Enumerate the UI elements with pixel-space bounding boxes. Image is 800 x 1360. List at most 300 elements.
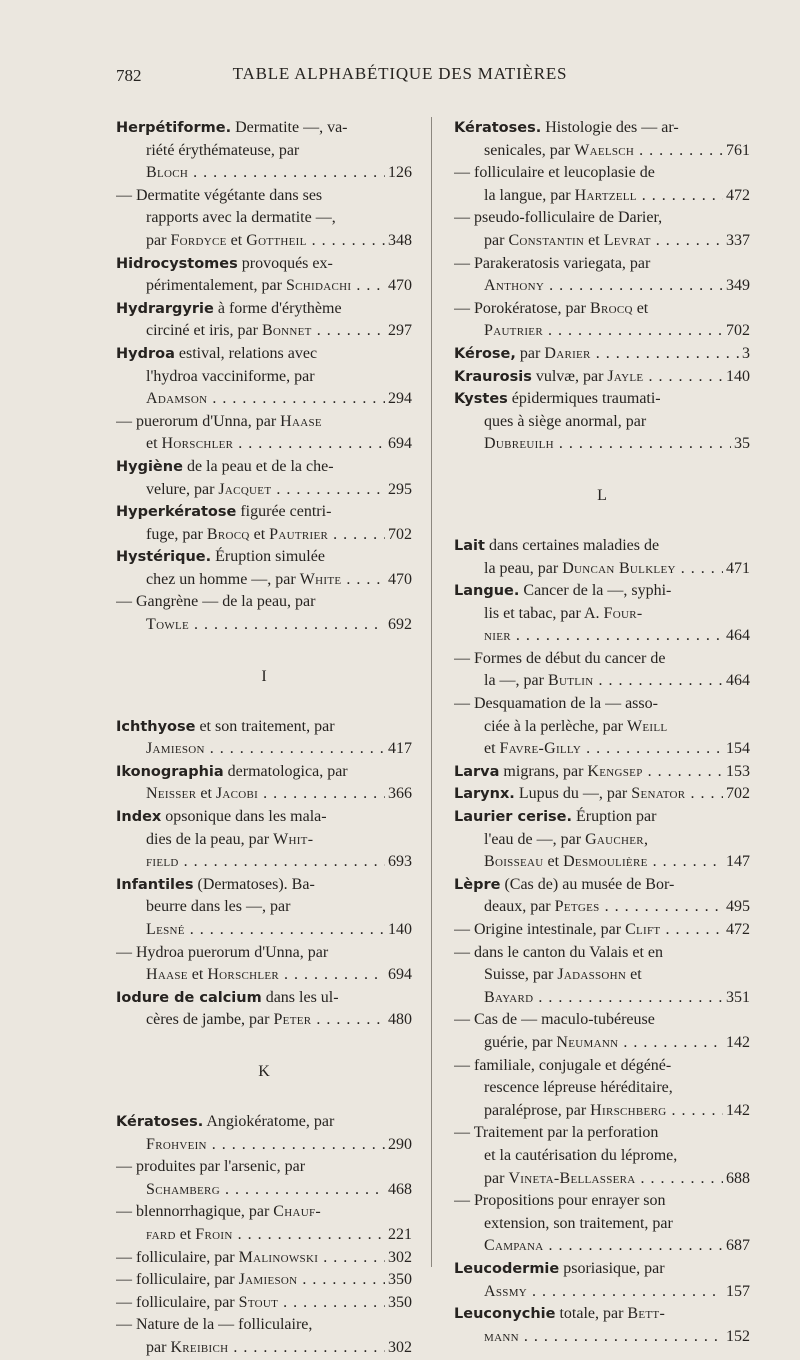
page-reference: 471 bbox=[723, 558, 750, 581]
author-name: Malinowski bbox=[238, 1248, 319, 1266]
author-name: Jamieson bbox=[238, 1271, 298, 1289]
entry-headword: Ikonographia bbox=[116, 763, 224, 780]
entry-text bbox=[454, 1305, 665, 1322]
entry-detail: chez un homme —, par bbox=[146, 570, 300, 588]
page-reference: 464 bbox=[723, 670, 750, 693]
index-entry bbox=[116, 716, 412, 761]
entry-line bbox=[454, 738, 750, 761]
entry-detail: et bbox=[626, 966, 642, 984]
entry-line bbox=[454, 388, 750, 411]
entry-headword: Langue. bbox=[454, 583, 520, 600]
entry-text bbox=[146, 209, 336, 226]
entry-text bbox=[484, 1034, 750, 1051]
author-name: Campana bbox=[484, 1237, 544, 1255]
entry-line bbox=[454, 942, 750, 965]
page-reference: 693 bbox=[385, 851, 412, 874]
entry-detail: Suisse, par bbox=[484, 966, 558, 984]
author-name: Jacquet bbox=[218, 480, 272, 498]
index-entry bbox=[454, 806, 750, 874]
page-reference: 692 bbox=[385, 614, 412, 637]
entry-text bbox=[484, 187, 750, 204]
entry-text bbox=[116, 1294, 412, 1311]
index-entry bbox=[454, 1122, 750, 1190]
entry-line bbox=[454, 964, 750, 987]
entry-line bbox=[116, 761, 412, 784]
page-reference: 302 bbox=[385, 1337, 412, 1360]
index-entry bbox=[116, 253, 412, 298]
entry-detail: à forme d'érythème bbox=[213, 299, 342, 317]
entry-detail: — Hydroa puerorum d'Unna, par bbox=[116, 943, 329, 961]
author-name: Waelsch bbox=[574, 141, 635, 159]
entry-line bbox=[454, 1168, 750, 1191]
index-entry bbox=[454, 1009, 750, 1054]
entry-detail: par bbox=[146, 231, 171, 249]
entry-detail: — familiale, conjugale et dégéné- bbox=[454, 1056, 672, 1074]
column-divider bbox=[431, 117, 432, 1267]
entry-text bbox=[146, 966, 412, 983]
author-name: Bonnet bbox=[261, 322, 312, 340]
entry-text bbox=[116, 503, 331, 520]
entry-line bbox=[454, 761, 750, 784]
page-reference: 35 bbox=[731, 433, 750, 456]
entry-detail: — folliculaire, par bbox=[116, 1248, 239, 1266]
entry-headword: Leuconychie bbox=[454, 1306, 556, 1323]
entry-text bbox=[116, 808, 327, 825]
entry-text bbox=[146, 232, 412, 249]
entry-text bbox=[484, 718, 667, 735]
entry-line bbox=[116, 919, 412, 942]
entry-text bbox=[116, 458, 334, 475]
entry-text bbox=[146, 164, 412, 181]
entry-headword: Lèpre bbox=[454, 876, 501, 893]
page-reference: 687 bbox=[723, 1235, 750, 1258]
entry-detail: — folliculaire, par bbox=[116, 1293, 239, 1311]
author-name: Neisser bbox=[146, 785, 197, 803]
index-entry bbox=[116, 591, 412, 636]
entry-text bbox=[454, 650, 665, 667]
entry-headword: Lait bbox=[454, 537, 485, 554]
page-reference: 147 bbox=[723, 851, 750, 874]
author-name: Anthony bbox=[484, 277, 545, 295]
page-reference: 350 bbox=[385, 1269, 412, 1292]
entry-text bbox=[484, 322, 750, 339]
entry-line bbox=[454, 693, 750, 716]
entry-headword: Kraurosis bbox=[454, 368, 532, 385]
page-reference: 295 bbox=[385, 479, 412, 502]
entry-detail: — Porokératose, par bbox=[454, 299, 590, 317]
author-name: field bbox=[146, 853, 179, 871]
page-reference: 472 bbox=[723, 185, 750, 208]
entry-text bbox=[116, 1158, 305, 1175]
page-reference: 349 bbox=[723, 275, 750, 298]
author-name: Pautrier bbox=[484, 322, 543, 340]
entry-detail: Histologie des — ar- bbox=[541, 119, 679, 136]
entry-detail: migrans, par bbox=[499, 762, 588, 780]
author-name: Horschler bbox=[207, 966, 280, 984]
entry-detail: deaux, par bbox=[484, 898, 555, 916]
author-name: Brocq bbox=[206, 525, 250, 543]
entry-detail: — pseudo-folliculaire de Darier, bbox=[454, 209, 663, 227]
entry-line bbox=[454, 558, 750, 581]
index-entry bbox=[454, 253, 750, 298]
entry-text bbox=[484, 1147, 677, 1164]
page-reference: 221 bbox=[385, 1224, 412, 1247]
index-entry bbox=[116, 185, 412, 253]
entry-line bbox=[454, 783, 750, 806]
entry-detail: par bbox=[484, 231, 509, 249]
entry-text bbox=[146, 921, 412, 938]
entry-text bbox=[484, 1079, 673, 1096]
page-reference: 472 bbox=[723, 919, 750, 942]
page-reference: 470 bbox=[385, 569, 412, 592]
page-reference: 480 bbox=[385, 1009, 412, 1032]
entry-headword: Ichthyose bbox=[116, 718, 196, 735]
entry-text bbox=[454, 1124, 658, 1141]
entry-detail: rapports avec la dermatite —, bbox=[146, 209, 336, 227]
entry-text bbox=[146, 481, 412, 498]
entry-line bbox=[116, 1201, 412, 1224]
entry-text bbox=[484, 413, 646, 430]
entry-line bbox=[454, 230, 750, 253]
index-entry bbox=[116, 1201, 412, 1246]
index-entry bbox=[116, 761, 412, 806]
entry-detail: et la cautérisation du léprome, bbox=[484, 1146, 678, 1164]
entry-detail: par bbox=[515, 344, 545, 362]
index-entry bbox=[454, 874, 750, 919]
entry-line bbox=[116, 298, 412, 321]
entry-text bbox=[146, 831, 313, 848]
entry-detail: — Traitement par la perforation bbox=[454, 1124, 659, 1142]
entry-line bbox=[116, 851, 412, 874]
entry-detail: vulvæ, par bbox=[531, 367, 608, 385]
page-reference: 140 bbox=[385, 919, 412, 942]
page-reference: 694 bbox=[385, 964, 412, 987]
entry-line bbox=[454, 580, 750, 603]
entry-line bbox=[116, 366, 412, 389]
entry-detail: guérie, par bbox=[484, 1033, 557, 1051]
entry-headword: Kératoses. bbox=[116, 1113, 204, 1130]
entry-text bbox=[484, 1215, 673, 1232]
entry-line bbox=[454, 603, 750, 626]
entry-detail: épidermiques traumati- bbox=[507, 390, 661, 408]
entry-line bbox=[454, 1100, 750, 1123]
index-entry bbox=[116, 874, 412, 942]
entry-line bbox=[454, 162, 750, 185]
entry-text bbox=[146, 1181, 412, 1198]
entry-text bbox=[116, 1271, 412, 1288]
entry-text bbox=[454, 763, 750, 780]
index-entry bbox=[454, 942, 750, 1010]
entry-line bbox=[454, 207, 750, 230]
author-name: Bett- bbox=[627, 1305, 666, 1323]
entry-line bbox=[454, 1009, 750, 1032]
index-entry bbox=[116, 456, 412, 501]
author-name: Froin bbox=[195, 1225, 233, 1243]
entry-line bbox=[116, 524, 412, 547]
page-reference: 154 bbox=[723, 738, 750, 761]
entry-headword: Larva bbox=[454, 763, 500, 780]
entry-detail: paraléprose, par bbox=[484, 1101, 591, 1119]
entry-line bbox=[454, 117, 750, 140]
entry-detail: Dermatite —, va- bbox=[231, 119, 348, 136]
entry-detail: la —, par bbox=[484, 672, 548, 690]
author-name: Schamberg bbox=[146, 1180, 220, 1198]
index-entry bbox=[116, 1269, 412, 1292]
entry-line bbox=[116, 1179, 412, 1202]
page-reference: 694 bbox=[385, 433, 412, 456]
entry-headword: Laurier cerise. bbox=[454, 809, 573, 826]
page-reference: 302 bbox=[385, 1247, 412, 1270]
entry-line bbox=[454, 648, 750, 671]
entry-text bbox=[116, 876, 315, 893]
entry-line bbox=[116, 1156, 412, 1179]
entry-detail: lis et tabac, par A. bbox=[484, 604, 604, 622]
author-name: Jamieson bbox=[146, 740, 205, 758]
page-reference: 702 bbox=[385, 524, 412, 547]
entry-detail: (Dermatoses). Ba- bbox=[193, 875, 315, 893]
section-letter: I bbox=[261, 667, 267, 685]
entry-text bbox=[484, 898, 750, 915]
page-reference: 688 bbox=[723, 1168, 750, 1191]
page-reference: 351 bbox=[723, 987, 750, 1010]
index-entry bbox=[116, 343, 412, 411]
page-reference: 348 bbox=[385, 230, 412, 253]
entry-detail: — folliculaire et leucoplasie de bbox=[454, 164, 655, 182]
index-entry bbox=[454, 117, 750, 162]
entry-text bbox=[454, 255, 650, 272]
entry-detail: la peau, par bbox=[484, 559, 563, 577]
entry-detail: opsonique dans les mala- bbox=[161, 808, 327, 826]
index-entry bbox=[454, 366, 750, 389]
entry-text bbox=[484, 232, 750, 249]
entry-text bbox=[146, 142, 299, 159]
author-name: Clift bbox=[625, 921, 661, 938]
author-name: Darier bbox=[544, 344, 591, 362]
entry-line bbox=[116, 1111, 412, 1134]
entry-text bbox=[454, 300, 648, 317]
entry-line bbox=[454, 1258, 750, 1281]
entry-detail: Lupus du —, par bbox=[514, 785, 632, 803]
entry-detail: périmentalement, par bbox=[146, 277, 286, 295]
entry-text bbox=[116, 1249, 412, 1266]
entry-line bbox=[116, 1009, 412, 1032]
author-name: mann bbox=[484, 1327, 519, 1345]
entry-line bbox=[454, 185, 750, 208]
author-name: nier bbox=[484, 627, 511, 645]
index-entry bbox=[454, 298, 750, 343]
entry-text bbox=[146, 616, 412, 633]
entry-line bbox=[454, 1190, 750, 1213]
entry-text bbox=[146, 277, 412, 294]
author-name: Whit- bbox=[273, 830, 314, 848]
entry-text bbox=[454, 164, 655, 181]
entry-text bbox=[116, 255, 333, 272]
author-name: Chauf- bbox=[273, 1203, 322, 1221]
entry-line bbox=[454, 851, 750, 874]
entry-line bbox=[116, 162, 412, 185]
entry-text bbox=[146, 435, 412, 452]
entry-text bbox=[484, 672, 750, 689]
entry-line bbox=[454, 1145, 750, 1168]
entry-headword: Kérose, bbox=[454, 345, 516, 362]
section-letter: K bbox=[258, 1062, 270, 1080]
entry-line bbox=[454, 625, 750, 648]
page-reference: 126 bbox=[385, 162, 412, 185]
entry-detail: velure, par bbox=[146, 480, 219, 498]
entry-detail: et bbox=[632, 299, 649, 317]
entry-detail: — folliculaire, par bbox=[116, 1271, 239, 1289]
author-name: Fordyce bbox=[170, 231, 227, 249]
entry-line bbox=[116, 117, 412, 140]
index-entry bbox=[116, 546, 412, 591]
index-entry bbox=[116, 501, 412, 546]
author-name: Lesné bbox=[146, 921, 185, 938]
author-name: Dubreuilh bbox=[484, 435, 554, 453]
entry-text bbox=[484, 1237, 750, 1254]
page-number: 782 bbox=[116, 66, 142, 85]
entry-line bbox=[116, 942, 412, 965]
entry-detail: et bbox=[249, 525, 270, 543]
author-name: Vineta-Bellassera bbox=[508, 1169, 636, 1187]
index-entry bbox=[116, 411, 412, 456]
entry-text bbox=[146, 526, 412, 543]
entry-text bbox=[484, 142, 750, 159]
running-title: TABLE ALPHABÉTIQUE DES MATIÈRES bbox=[232, 64, 568, 83]
page-reference: 417 bbox=[385, 738, 412, 761]
entry-line bbox=[116, 1134, 412, 1157]
entry-headword: Leucodermie bbox=[454, 1260, 560, 1277]
entry-line bbox=[454, 366, 750, 389]
entry-text bbox=[116, 1113, 334, 1130]
entry-detail: ques à siège anormal, par bbox=[484, 412, 647, 430]
author-name: Levrat bbox=[603, 231, 651, 249]
author-name: Jacobi bbox=[215, 785, 259, 803]
entry-headword: Index bbox=[116, 809, 162, 826]
entry-text bbox=[116, 944, 328, 961]
page-reference: 297 bbox=[385, 320, 412, 343]
entry-headword: Infantiles bbox=[116, 876, 194, 893]
entry-detail: Éruption simulée bbox=[211, 548, 325, 566]
page-reference: 495 bbox=[723, 896, 750, 919]
index-entry bbox=[116, 1156, 412, 1201]
author-name: fard bbox=[146, 1225, 176, 1243]
entry-detail: et bbox=[226, 231, 247, 249]
entry-headword: Herpétiforme. bbox=[116, 120, 232, 136]
entry-text bbox=[484, 1283, 750, 1300]
entry-line bbox=[454, 411, 750, 434]
entry-detail: circiné et iris, par bbox=[146, 322, 262, 340]
entry-detail: figurée centri- bbox=[236, 503, 332, 521]
page-reference: 470 bbox=[385, 275, 412, 298]
entry-text bbox=[116, 718, 335, 735]
author-name: Jayle bbox=[607, 367, 644, 385]
entry-text bbox=[484, 277, 750, 294]
entry-line bbox=[116, 546, 412, 569]
entry-detail: l'hydroa vacciniforme, par bbox=[146, 367, 315, 385]
entry-line bbox=[454, 320, 750, 343]
entry-detail: dans certaines maladies de bbox=[484, 536, 660, 554]
index-entry bbox=[116, 1247, 412, 1270]
entry-headword: Kystes bbox=[454, 391, 508, 408]
entry-line bbox=[454, 829, 750, 852]
entry-line bbox=[116, 1247, 412, 1270]
entry-text bbox=[454, 944, 663, 961]
index-column-left bbox=[116, 117, 412, 1360]
entry-detail: — Gangrène — de la peau, par bbox=[116, 593, 316, 611]
entry-headword: Hidrocystomes bbox=[116, 255, 238, 272]
entry-detail: rescence lépreuse héréditaire, bbox=[484, 1079, 673, 1097]
entry-headword: Iodure de calcium bbox=[116, 989, 262, 1006]
entry-text bbox=[146, 390, 412, 407]
entry-detail: dermatologica, par bbox=[223, 762, 348, 780]
entry-text bbox=[454, 119, 679, 136]
entry-line bbox=[116, 896, 412, 919]
index-entry bbox=[454, 919, 750, 942]
author-name: Petges bbox=[554, 898, 600, 916]
entry-detail: ciée à la perlèche, par bbox=[484, 717, 628, 735]
entry-line bbox=[116, 275, 412, 298]
author-name: Towle bbox=[146, 616, 190, 634]
running-header bbox=[116, 64, 684, 94]
entry-text bbox=[454, 537, 659, 554]
entry-text bbox=[454, 785, 750, 802]
entry-line bbox=[116, 411, 412, 434]
entry-text bbox=[454, 876, 674, 893]
entry-line bbox=[454, 275, 750, 298]
author-name: Boisseau bbox=[484, 853, 544, 871]
entry-headword: Hyperkératose bbox=[116, 504, 237, 521]
entry-line bbox=[454, 1077, 750, 1100]
entry-detail: Éruption par bbox=[572, 808, 657, 826]
author-name: Peter bbox=[273, 1011, 312, 1029]
entry-text bbox=[454, 808, 656, 825]
entry-line bbox=[454, 1213, 750, 1236]
entry-detail: senicales, par bbox=[484, 141, 575, 159]
entry-detail: Cancer de la —, syphi- bbox=[519, 582, 672, 600]
entry-text bbox=[146, 1226, 412, 1243]
entry-detail: par bbox=[484, 1169, 509, 1187]
entry-text bbox=[484, 966, 642, 983]
author-name: Haase bbox=[146, 966, 188, 984]
entry-detail: par bbox=[146, 1338, 171, 1356]
entry-detail: riété érythémateuse, par bbox=[146, 141, 300, 159]
entry-line bbox=[454, 874, 750, 897]
entry-text bbox=[116, 763, 348, 780]
entry-headword: Hygiène bbox=[116, 458, 183, 475]
entry-text bbox=[116, 989, 339, 1006]
index-entry bbox=[116, 117, 412, 185]
index-entry bbox=[454, 207, 750, 252]
entry-text bbox=[146, 853, 412, 870]
index-entry bbox=[454, 783, 750, 806]
entry-line bbox=[454, 433, 750, 456]
entry-detail: cères de jambe, par bbox=[146, 1011, 274, 1029]
entry-text bbox=[484, 989, 750, 1006]
index-entry bbox=[116, 1111, 412, 1156]
entry-line bbox=[116, 1269, 412, 1292]
author-name: Kengsep bbox=[587, 762, 643, 780]
author-name: Horschler bbox=[161, 435, 234, 453]
index-entry bbox=[116, 298, 412, 343]
entry-text bbox=[484, 740, 750, 757]
page-reference: 337 bbox=[723, 230, 750, 253]
entry-text bbox=[484, 1328, 750, 1345]
index-entry bbox=[454, 535, 750, 580]
entry-text bbox=[454, 1192, 666, 1209]
entry-text bbox=[116, 300, 342, 317]
entry-detail: — blennorrhagique, par bbox=[116, 1203, 274, 1221]
index-entry bbox=[454, 1303, 750, 1348]
